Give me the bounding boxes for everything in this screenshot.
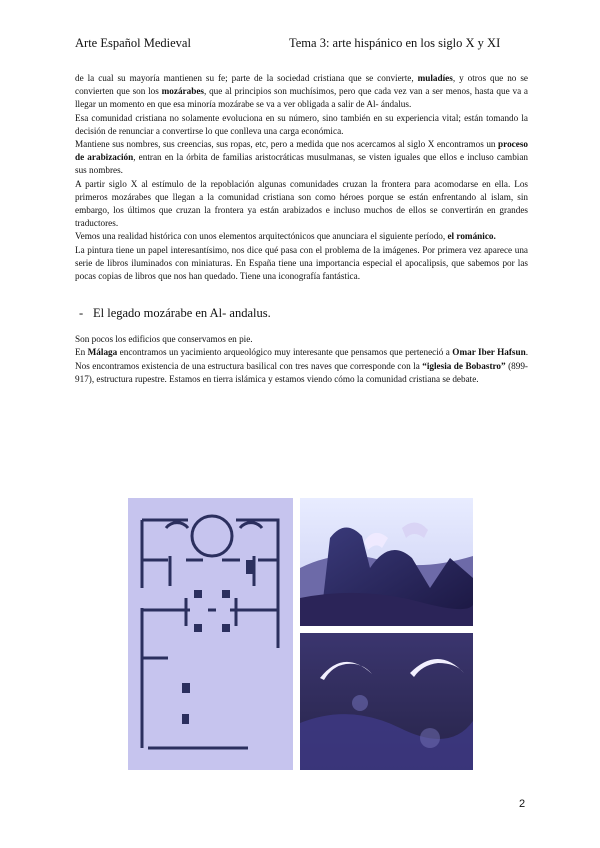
- page-header: [75, 36, 525, 54]
- text-run: Mantiene sus nombres, sus creencias, sus ropas, etc, pero a medida que nos acercamos al siglo X encontramos un: [75, 139, 499, 150]
- paragraph: [75, 138, 528, 178]
- paragraph: [75, 346, 528, 386]
- section-heading: [75, 305, 528, 321]
- header-topic-title: Tema 3: arte hispánico en los siglo X y XI: [289, 36, 501, 50]
- text-run: encontramos un yacimiento arqueológico muy interesante que pensamos que perteneció a: [117, 347, 453, 358]
- floor-plan-drawing: [128, 498, 293, 770]
- ruins-photo-drawing: [300, 498, 473, 626]
- text-run: (899-917), estructura rupestre. Estamos en tierra islámica y estamos viendo cómo la comunidad cristiana se debate.: [75, 360, 528, 384]
- paragraph: A partir siglo X al estímulo de la repoblación algunas comunidades cruzan la frontera para acomodarse en ella. Los primeros mozárabes que llegan a la comunidad cristiana son como héroes porque se están enfrentando al islam, sin embargo, los últimos que cruzan la frontera ya están arabizados e incluso muchos de ellos se convertirán en grandes traductores.: [75, 178, 528, 229]
- paragraph: [75, 230, 528, 243]
- paragraph: La pintura tiene un papel interesantísimo, nos dice qué pasa con el problema de la imágenes. Por primera vez aparece una serie de libros iluminados con miniaturas. En España tiene una importancia especial el apocalipsis, que sabemos por las pocas copias de libros que nos han quedado. Tiene una iconografía fantástica.: [75, 244, 528, 282]
- bold-term: muladíes: [417, 73, 453, 83]
- ruins-photo-drawing: [300, 633, 473, 770]
- text-run: , y otros que no se convierten que son los: [75, 73, 528, 97]
- text-run: Vemos una realidad histórica con unos elementos arquitectónicos que anunciara el siguiente período,: [75, 231, 448, 242]
- text-run: En: [75, 347, 88, 358]
- bold-term: mozárabes: [161, 86, 204, 97]
- page-number: 2: [519, 798, 526, 810]
- text-run: . Nos encontramos existencia de una estructura basilical con tres naves que corresponde con la: [75, 347, 528, 371]
- bold-term: Málaga: [87, 347, 118, 358]
- paragraph: Esa comunidad cristiana no solamente evoluciona en su número, sino también en su experiencia vital; están tomando la decisión de renunciar a convertirse lo que conlleva una carga económica.: [75, 112, 528, 136]
- text-run: , que al principios son muchísimos, pero que cada vez van a ser menos, hasta que va a llegar un momento en que esa minoría mozárabe se va a ver obligada a salir de Al- ándalus.: [75, 86, 528, 110]
- bold-term: “iglesia de Bobastro”: [422, 360, 506, 371]
- text-run: de la cual su mayoría mantienen su fe; parte de la sociedad cristiana que se convierte,: [75, 73, 418, 83]
- header-course-title: Arte Español Medieval: [75, 36, 191, 50]
- document-body: [75, 72, 528, 386]
- paragraph: Son pocos los edificios que conservamos en pie.: [75, 334, 253, 345]
- bobastro-ruins-photo-1: [300, 498, 473, 626]
- church-floor-plan-image: [128, 498, 293, 770]
- bobastro-ruins-photo-2: [300, 633, 473, 770]
- section-title: El legado mozárabe en Al- andalus.: [93, 306, 271, 321]
- bold-term: Omar Iber Hafsun: [452, 347, 526, 358]
- text-run: , entran en la órbita de familias aristocráticas musulmanas, se visten iguales que ellos e incluso cambian sus nombres.: [75, 152, 529, 176]
- bold-term: proceso de arabización: [75, 139, 528, 163]
- bold-term: el románico.: [447, 231, 496, 242]
- bullet-marker: -: [79, 306, 84, 321]
- figure-group: [128, 498, 473, 770]
- paragraph: [75, 72, 528, 112]
